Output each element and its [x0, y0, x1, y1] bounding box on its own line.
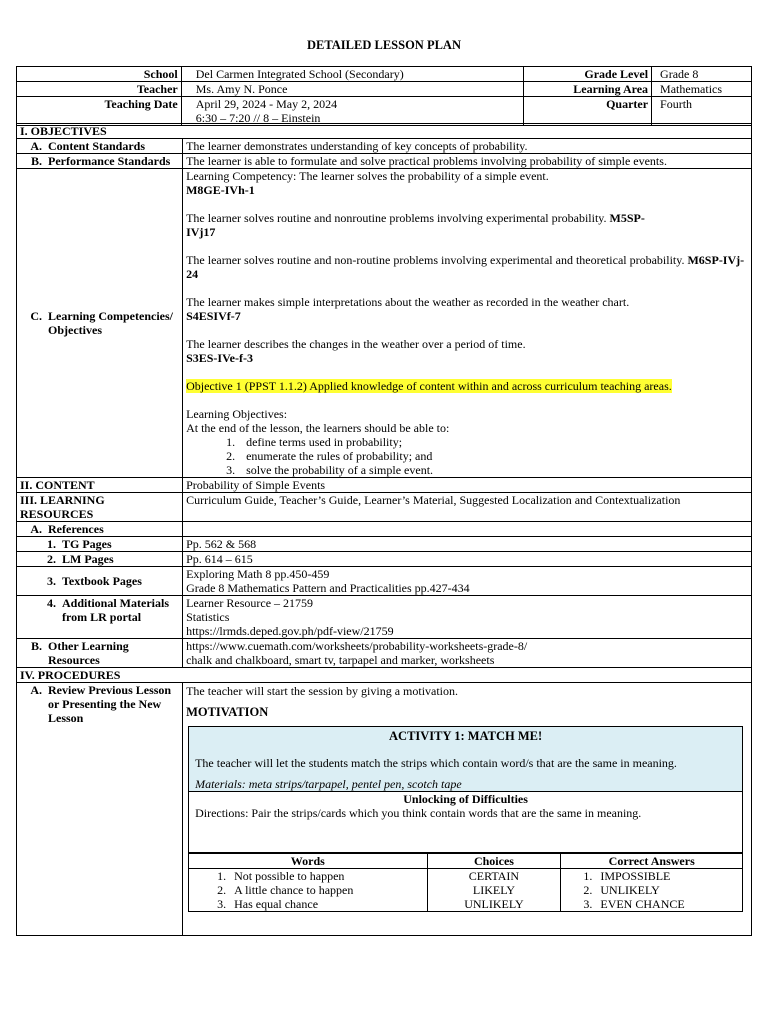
- competencies-content: [183, 169, 752, 478]
- lc-code-4: S4ESIVf-7: [186, 309, 241, 323]
- lc-code-5: S3ES-IVe-f-3: [186, 351, 253, 365]
- tg-pages-value: Pp. 562 & 568: [183, 537, 752, 552]
- additional-materials-value: [183, 596, 752, 639]
- content-label: II. CONTENT: [17, 478, 183, 493]
- area-label: Learning Area: [524, 82, 652, 97]
- lm-pages-cell: [17, 552, 183, 567]
- words-cell: [189, 869, 427, 912]
- choice-1: CERTAIN: [468, 869, 520, 883]
- references-label: References: [48, 522, 104, 536]
- list-item: 1. define terms used in probability;: [238, 435, 748, 449]
- word-1: Not possible to happen: [234, 869, 345, 883]
- tb-mark: 3.: [47, 574, 56, 588]
- ppst-highlight: Objective 1 (PPST 1.1.2) Applied knowledge of content within and across curriculum teaching areas.: [186, 379, 672, 393]
- performance-standards-text: The learner is able to formulate and solve practical problems involving probability of simple events.: [183, 154, 752, 169]
- lc-4-text: The learner makes simple interpretations about the weather as recorded in the weather chart.: [186, 295, 630, 309]
- unlocking-box: [188, 792, 743, 853]
- content-standards-mark: A.: [30, 139, 42, 153]
- cuemath-link[interactable]: https://www.cuemath.com/worksheets/probability-worksheets-grade-8/: [186, 639, 528, 653]
- add-label: Additional Materials from LR portal: [62, 596, 169, 624]
- lc-code-2a: M5SP-: [609, 211, 645, 225]
- choice-3: UNLIKELY: [464, 897, 524, 911]
- lm-mark: 2.: [47, 552, 56, 566]
- time-section: 6:30 – 7:20 // 8 – Einstein: [195, 111, 321, 125]
- list-item: 2. enumerate the rules of probability; and: [238, 449, 748, 463]
- quarter-value: Fourth: [652, 97, 752, 126]
- review-cell: [17, 683, 183, 936]
- performance-standards-label: Performance Standards: [48, 154, 171, 168]
- review-label: Review Previous Lesson or Presenting the New Lesson: [48, 683, 172, 725]
- review-mark: A.: [30, 683, 42, 697]
- tg-mark: 1.: [47, 537, 56, 551]
- competencies-cell: [17, 169, 183, 478]
- quarter-label: Quarter: [524, 97, 652, 126]
- document-title: DETAILED LESSON PLAN: [307, 38, 461, 52]
- procedures-heading: IV. PROCEDURES: [17, 668, 752, 683]
- learning-objectives-head: Learning Objectives:: [186, 407, 288, 421]
- tb-label: Textbook Pages: [62, 574, 142, 588]
- choice-2: LIKELY: [472, 883, 516, 897]
- additional-materials-cell: [17, 596, 183, 639]
- activity-title: ACTIVITY 1: MATCH ME!: [389, 729, 543, 743]
- answer-3: EVEN CHANCE: [600, 897, 685, 911]
- lc-5-text: The learner describes the changes in the weather over a period of time.: [186, 337, 526, 351]
- list-item: 3. solve the probability of a simple event.: [238, 463, 748, 477]
- procedure-intro: The teacher will start the session by giving a motivation.: [186, 684, 459, 698]
- textbook-2: Grade 8 Mathematics Pattern and Practicalities pp.427-434: [186, 581, 470, 595]
- lc-3-text: The learner solves routine and non-routine problems involving experimental and theoretical probability.: [186, 253, 685, 267]
- motivation-heading: MOTIVATION: [186, 705, 269, 719]
- answer-1: IMPOSSIBLE: [600, 869, 671, 883]
- unlocking-title: Unlocking of Difficulties: [403, 792, 528, 806]
- choices-header: Choices: [427, 854, 561, 869]
- lc-code-2b: IVj17: [186, 225, 216, 239]
- other-label: Other Learning Resources: [48, 639, 129, 667]
- other-resources-cell: [17, 639, 183, 668]
- competencies-label: Learning Competencies/ Objectives: [48, 309, 173, 337]
- textbook-1: Exploring Math 8 pp.450-459: [186, 567, 330, 581]
- answer-2: UNLIKELY: [600, 883, 660, 897]
- references-value: [183, 522, 752, 537]
- area-value: Mathematics: [652, 82, 752, 97]
- lc-code-1: M8GE-IVh-1: [186, 183, 255, 197]
- grade-label: Grade Level: [524, 67, 652, 82]
- other-materials: chalk and chalkboard, smart tv, tarpapel and marker, worksheets: [186, 653, 495, 667]
- review-content: [183, 683, 752, 936]
- content-standards-cell: [17, 139, 183, 154]
- additional-1: Learner Resource – 21759: [186, 596, 314, 610]
- lr-portal-link[interactable]: https://lrmds.deped.gov.ph/pdf-view/21759: [186, 624, 394, 638]
- date-value: [181, 97, 523, 126]
- school-value: Del Carmen Integrated School (Secondary): [181, 67, 523, 82]
- teacher-value: Ms. Amy N. Ponce: [181, 82, 523, 97]
- choices-cell: [427, 869, 561, 912]
- lc-2: [186, 211, 748, 239]
- textbook-pages-cell: [17, 567, 183, 596]
- table-row: 2. UNLIKELY: [583, 883, 660, 897]
- words-header: Words: [189, 854, 427, 869]
- answers-cell: [561, 869, 743, 912]
- content-standards-label: Content Standards: [48, 139, 146, 153]
- textbook-pages-value: [183, 567, 752, 596]
- lc-3: [186, 253, 748, 281]
- answers-header: Correct Answers: [561, 854, 743, 869]
- activity-materials: Materials: meta strips/tarpapel, pentel pen, scotch tape: [195, 777, 462, 791]
- resources-label: III. LEARNING RESOURCES: [17, 493, 183, 522]
- performance-standards-mark: B.: [30, 154, 42, 168]
- lm-pages-value: Pp. 614 – 615: [183, 552, 752, 567]
- table-row: 1. IMPOSSIBLE: [583, 869, 671, 883]
- content-standards-text: The learner demonstrates understanding of key concepts of probability.: [183, 139, 752, 154]
- school-label: School: [17, 67, 182, 82]
- objectives-heading: I. OBJECTIVES: [17, 124, 752, 139]
- add-mark: 4.: [47, 596, 56, 610]
- lc-intro: Learning Competency: The learner solves the probability of a simple event.: [186, 169, 549, 183]
- table-row: 2. A little chance to happen: [217, 883, 354, 897]
- content-text: Probability of Simple Events: [183, 478, 752, 493]
- additional-2: Statistics: [186, 610, 230, 624]
- tg-label: TG Pages: [62, 537, 112, 551]
- matching-table: [188, 853, 743, 912]
- table-row: 3. Has equal chance: [217, 897, 319, 911]
- word-3: Has equal chance: [234, 897, 319, 911]
- lc-code-3: M6SP-IVj-24: [186, 253, 745, 281]
- resources-text: Curriculum Guide, Teacher’s Guide, Learner’s Material, Suggested Localization and Contextualization: [183, 493, 752, 522]
- ppst-objective: [186, 379, 748, 393]
- learning-objectives-intro: At the end of the lesson, the learners should be able to:: [186, 421, 450, 435]
- learning-objectives-list: [186, 435, 748, 477]
- references-mark: A.: [30, 522, 42, 536]
- grade-value: Grade 8: [652, 67, 752, 82]
- competencies-mark: C.: [30, 309, 42, 323]
- teacher-label: Teacher: [17, 82, 182, 97]
- lesson-plan-table: [16, 123, 752, 936]
- date-label: Teaching Date: [17, 97, 182, 126]
- performance-standards-cell: [17, 154, 183, 169]
- unlocking-directions: Directions: Pair the strips/cards which you think contain words that are the same in meaning.: [195, 806, 642, 820]
- date-range: April 29, 2024 - May 2, 2024: [195, 97, 338, 111]
- lm-label: LM Pages: [62, 552, 114, 566]
- header-table: [16, 66, 752, 126]
- other-mark: B.: [30, 639, 42, 653]
- references-cell: [17, 522, 183, 537]
- table-row: 3. EVEN CHANCE: [583, 897, 685, 911]
- activity-box: [188, 726, 743, 792]
- other-resources-value: [183, 639, 752, 668]
- tg-pages-cell: [17, 537, 183, 552]
- table-row: 1. Not possible to happen: [217, 869, 345, 883]
- lc-2-text: The learner solves routine and nonroutine problems involving experimental probability.: [186, 211, 607, 225]
- word-2: A little chance to happen: [234, 883, 354, 897]
- activity-text: The teacher will let the students match the strips which contain word/s that are the same in meaning.: [195, 756, 677, 770]
